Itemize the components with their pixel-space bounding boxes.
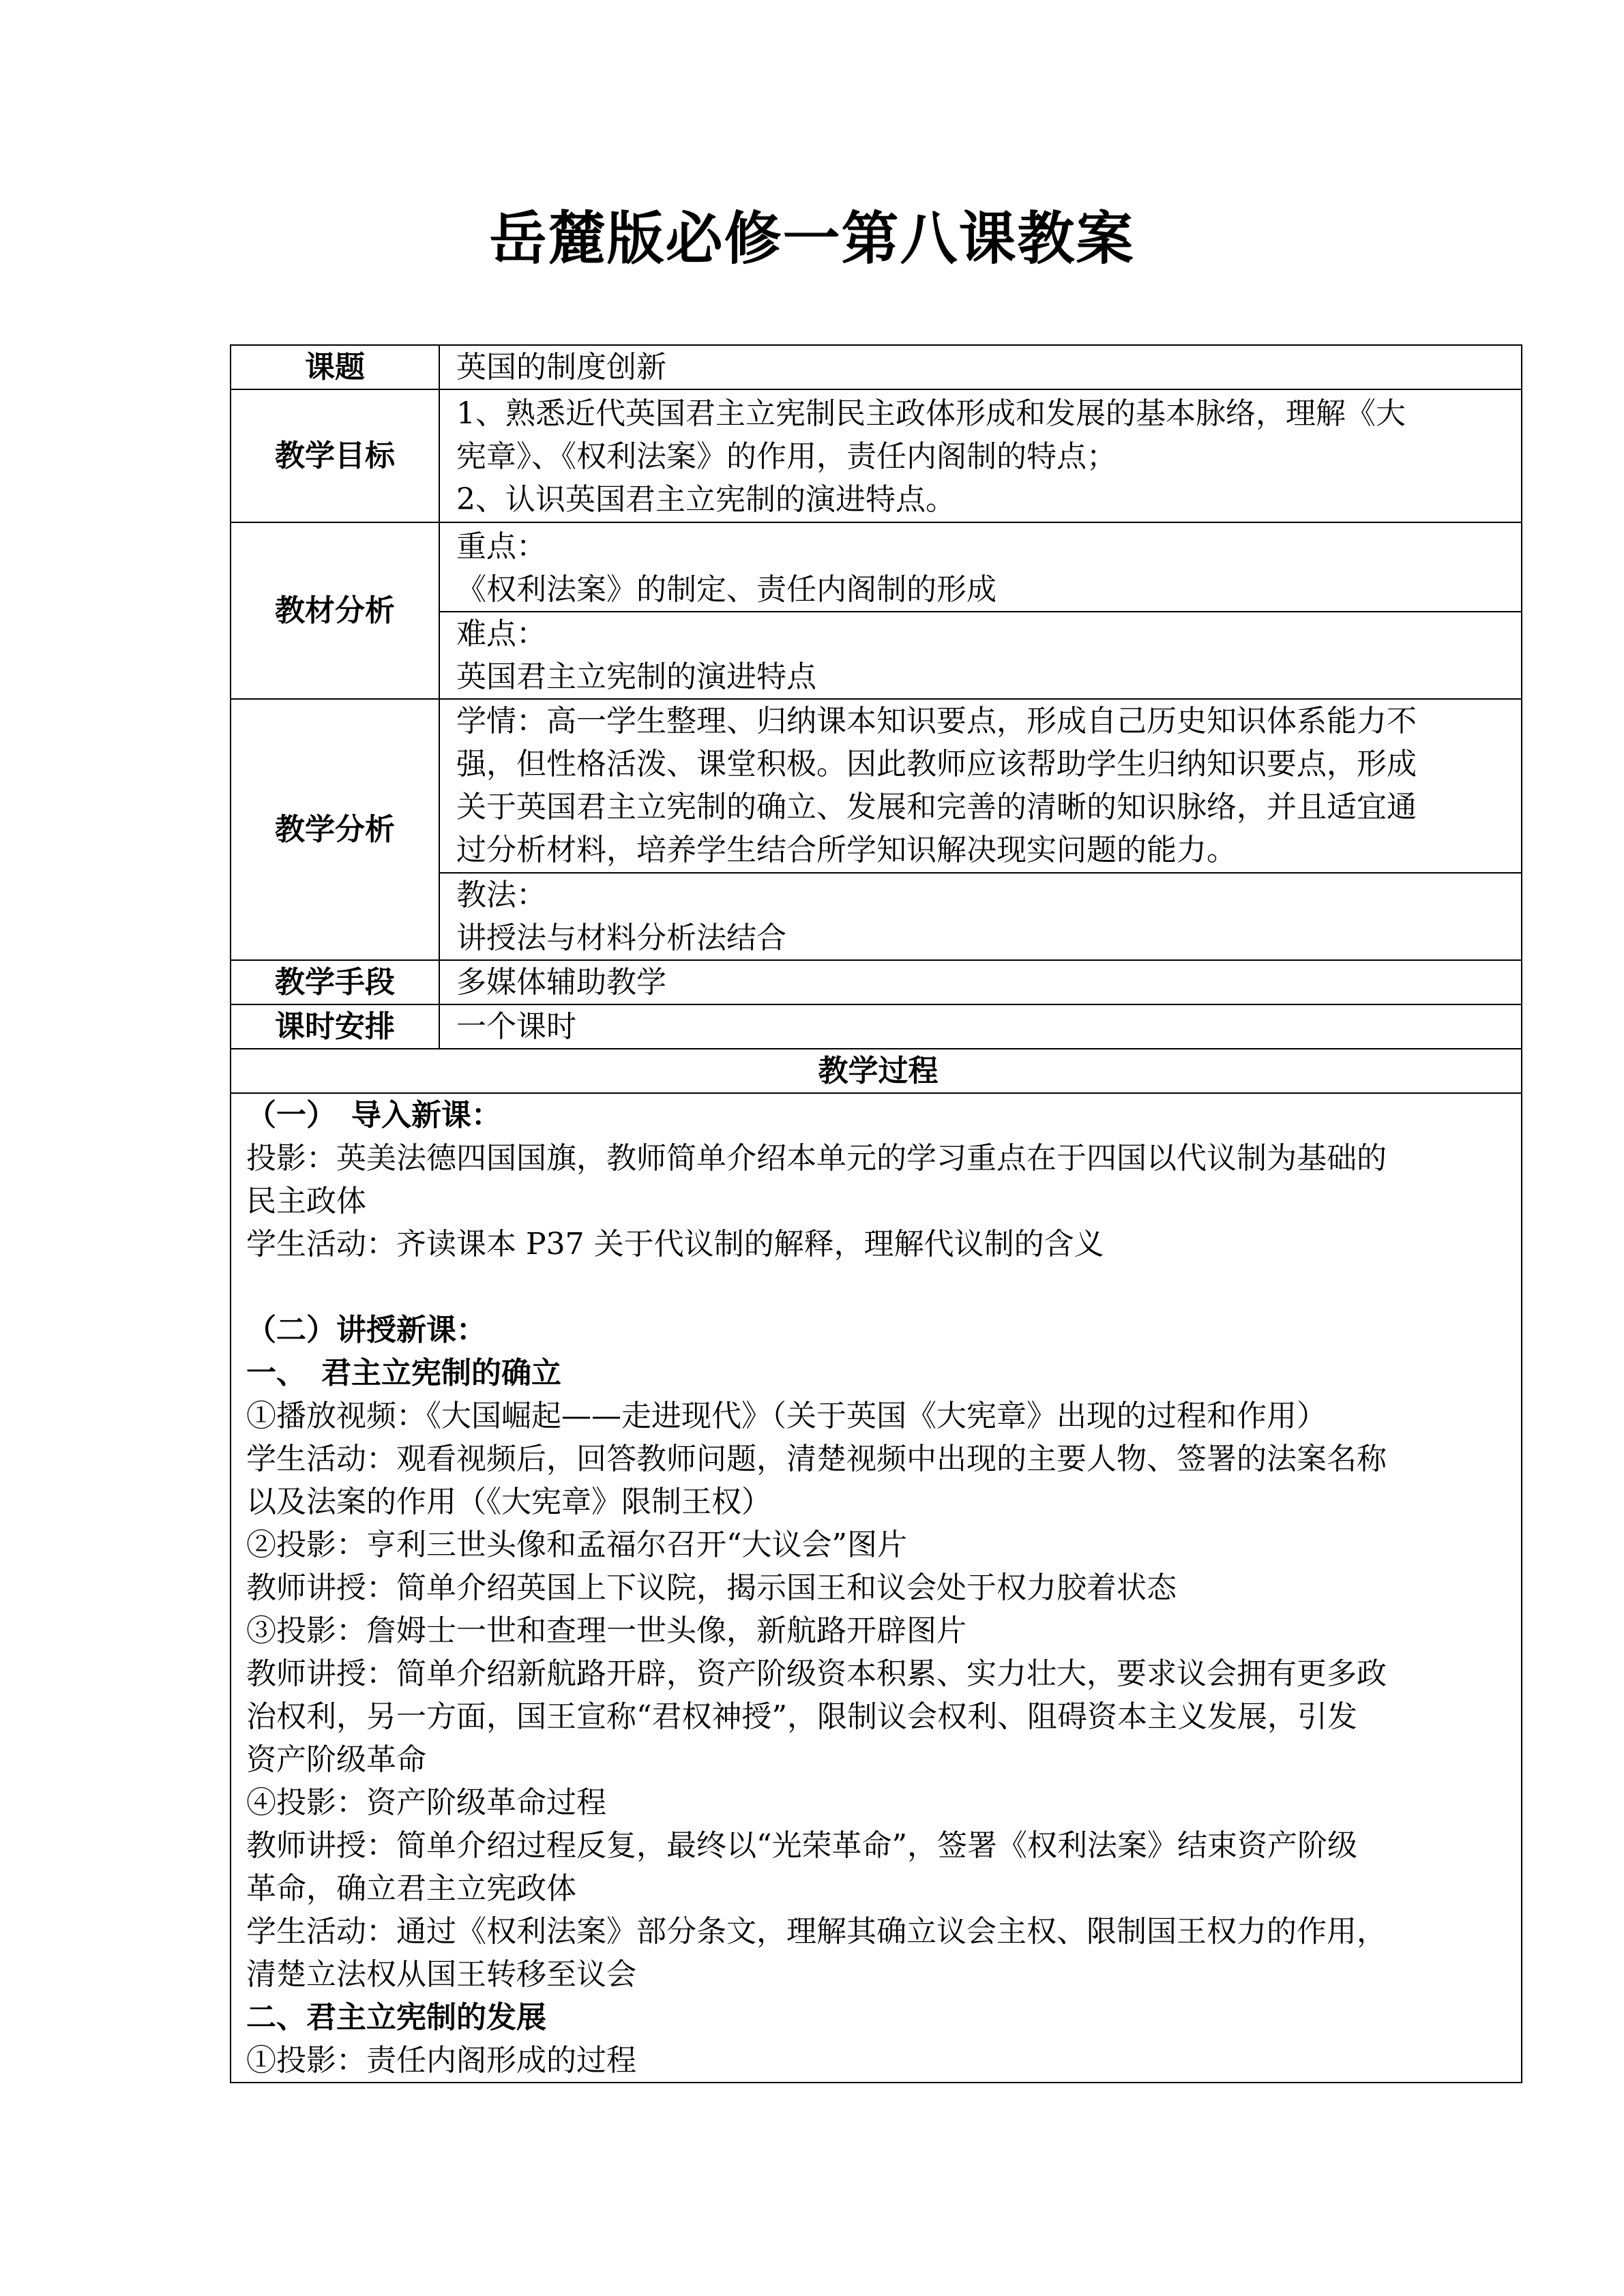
part2-heading: 二、君主立宪制的发展 [246,2000,546,2035]
row-topic [231,345,1522,389]
spacer [246,1266,1511,1309]
value-means: 多媒体辅助教学 [439,960,1522,1004]
process-line: 学生活动：观看视频后，回答教师问题，清楚视频中出现的主要人物、签署的法案名称 [246,1442,1387,1476]
page-title: 岳麓版必修一第八课教案 [489,205,1135,272]
value-learner [439,699,1522,873]
process-heading: 教学过程 [231,1049,1522,1093]
row-schedule [231,1004,1522,1049]
label-goals: 教学目标 [231,389,439,522]
row-goals [231,389,1522,522]
process-line: 学生活动：齐读课本 P37 关于代议制的解释，理解代议制的含义 [246,1227,1104,1262]
label-topic: 课题 [231,345,439,389]
process-line: ④投影：资产阶级革命过程 [246,1785,606,1820]
goal-line: 2、认识英国君主立宪制的演进特点。 [456,482,956,517]
process-line: 教师讲授：简单介绍英国上下议院，揭示国王和议会处于权力胶着状态 [246,1570,1177,1605]
row-materials-key [231,522,1522,612]
label-materials: 教材分析 [231,522,439,699]
process-line: 资产阶级革命 [246,1742,426,1777]
label-schedule: 课时安排 [231,1004,439,1049]
process-line: 学生活动：通过《权利法案》部分条文，理解其确立议会主权、限制国王权力的作用， [246,1914,1387,1949]
label-analysis: 教学分析 [231,699,439,960]
label-means: 教学手段 [231,960,439,1004]
process-line: 民主政体 [246,1184,366,1219]
row-process-heading [231,1049,1522,1093]
value-topic: 英国的制度创新 [439,345,1522,389]
process-line: 以及法案的作用（《大宪章》限制王权） [246,1485,771,1519]
process-line: ②投影：亨利三世头像和孟福尔召开“大议会”图片 [246,1527,907,1562]
process-line: 投影：英美法德四国国旗，教师简单介绍本单元的学习重点在于四国以代议制为基础的 [246,1141,1387,1176]
value-method [439,873,1522,960]
key-text: 《权利法案》的制定、责任内阁制的形成 [456,572,996,607]
learner-line: 强，但性格活泼、课堂积极。因此教师应该帮助学生归纳知识要点，形成 [456,747,1417,781]
process-line: 清楚立法权从国王转移至议会 [246,1957,636,1992]
row-analysis-learner [231,699,1522,873]
value-key-points [439,522,1522,612]
hard-text: 英国君主立宪制的演进特点 [456,659,816,694]
process-line: ①投影：责任内阁形成的过程 [246,2043,636,2078]
row-means [231,960,1522,1004]
method-text: 讲授法与材料分析法结合 [456,921,786,955]
process-line: ③投影：詹姆士一世和查理一世头像，新航路开辟图片 [246,1613,966,1648]
goal-line: 1、熟悉近代英国君主立宪制民主政体形成和发展的基本脉络，理解《大 [456,396,1406,431]
value-hard-points [439,612,1522,699]
hard-heading: 难点： [456,616,546,651]
learner-line: 过分析材料，培养学生结合所学知识解决现实问题的能力。 [456,833,1237,867]
learner-line: 关于英国君主立宪制的确立、发展和完善的清晰的知识脉络，并且适宜通 [456,790,1417,824]
row-process-body [231,1093,1522,2083]
learner-line: 学情：高一学生整理、归纳课本知识要点，形成自己历史知识体系能力不 [456,704,1417,739]
process-line: 治权利，另一方面，国王宣称“君权神授”，限制议会权利、阻碍资本主义发展，引发 [246,1699,1357,1734]
part1-heading: 一、 君主立宪制的确立 [246,1356,561,1390]
process-line: 教师讲授：简单介绍过程反复，最终以“光荣革命”，签署《权利法案》结束资产阶级 [246,1828,1357,1863]
process-body [231,1093,1522,2083]
method-heading: 教法： [456,878,546,912]
goal-line: 宪章》、《权利法案》的作用，责任内阁制的特点； [456,439,1117,474]
key-heading: 重点： [456,529,546,564]
process-line: ①播放视频：《大国崛起——走进现代》（关于英国《大宪章》出现的过程和作用） [246,1399,1327,1433]
process-line: 教师讲授：简单介绍新航路开辟，资产阶级资本积累、实力壮大，要求议会拥有更多政 [246,1656,1387,1691]
teach-heading: （二）讲授新课： [246,1313,486,1347]
lesson-plan-table [230,344,1522,2083]
process-line: 革命，确立君主立宪政体 [246,1871,576,1906]
value-schedule: 一个课时 [439,1004,1522,1049]
intro-heading: （一） 导入新课： [246,1098,501,1133]
value-goals [439,389,1522,522]
